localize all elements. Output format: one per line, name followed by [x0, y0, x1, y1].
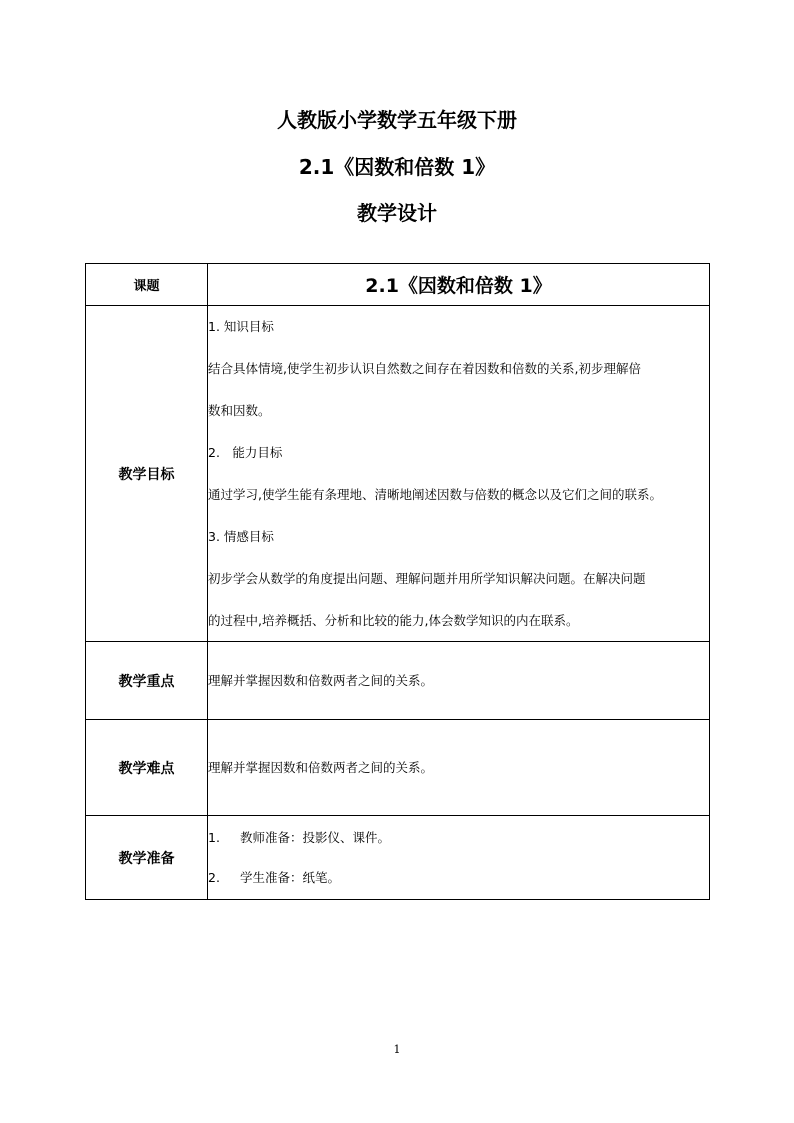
objective-line: 2. 能力目标: [208, 444, 283, 460]
objectives-label: 教学目标: [86, 306, 208, 642]
objective-line: 1. 知识目标: [208, 318, 274, 334]
objective-line: 数和因数。: [208, 402, 271, 418]
objectives-content: [208, 306, 710, 642]
list-text: 学生准备：纸笔。: [240, 869, 341, 885]
preparation-content: [208, 816, 710, 900]
key-points-label: 教学重点: [86, 642, 208, 720]
table-row: [86, 816, 710, 900]
objective-line: 3. 情感目标: [208, 528, 274, 544]
preparation-label: 教学准备: [86, 816, 208, 900]
list-item: [208, 871, 709, 885]
list-number: 2.: [208, 869, 220, 885]
lesson-plan-table: [85, 263, 710, 900]
objective-line: 的过程中,培养概括、分析和比较的能力,体会数学知识的内在联系。: [208, 612, 579, 628]
title-line-1: 人教版小学数学五年级下册: [277, 108, 517, 132]
difficulties-content: 理解并掌握因数和倍数两者之间的关系。: [208, 720, 710, 816]
title-line-2: 2.1《因数和倍数 1》: [298, 155, 496, 179]
topic-label: 课题: [86, 264, 208, 306]
page-number: 1: [393, 1043, 401, 1056]
table-row: [86, 720, 710, 816]
title-line-3: 教学设计: [357, 201, 437, 225]
list-item: [208, 831, 709, 845]
table-row: [86, 306, 710, 642]
objective-line: 初步学会从数学的角度提出问题、理解问题并用所学知识解决问题。在解决问题: [208, 570, 646, 586]
objective-line: 通过学习,使学生能有条理地、清晰地阐述因数与倍数的概念以及它们之间的联系。: [208, 486, 662, 502]
topic-value: 2.1《因数和倍数 1》: [208, 264, 710, 306]
list-text: 教师准备：投影仪、课件。: [240, 829, 391, 845]
table-row: [86, 264, 710, 306]
objective-line: 结合具体情境,使学生初步认识自然数之间存在着因数和倍数的关系,初步理解倍: [208, 360, 641, 376]
key-points-content: 理解并掌握因数和倍数两者之间的关系。: [208, 642, 710, 720]
list-number: 1.: [208, 829, 220, 845]
table-row: [86, 642, 710, 720]
difficulties-label: 教学难点: [86, 720, 208, 816]
document-title: [0, 100, 794, 223]
